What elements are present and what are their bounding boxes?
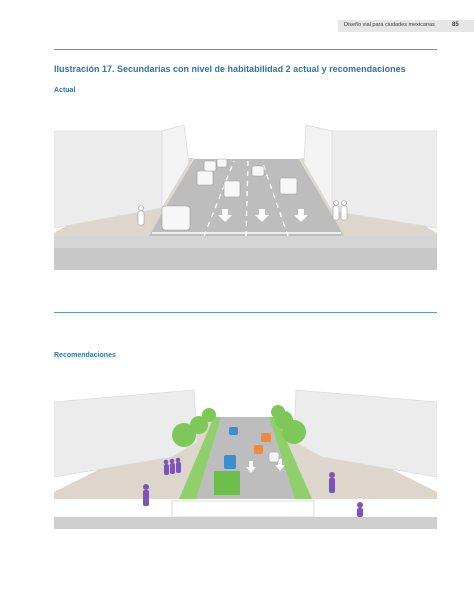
median-planter xyxy=(214,471,240,495)
page-number: 85 xyxy=(452,21,459,28)
top-rule xyxy=(54,49,437,50)
street-recommended-svg xyxy=(54,387,437,529)
section-label-recomendaciones: Recomendaciones xyxy=(54,352,116,359)
street-current-svg xyxy=(54,123,437,270)
section-label-actual: Actual xyxy=(54,87,76,94)
right-building xyxy=(332,131,437,228)
running-header-title: Diseño vial para ciudades mexicanas xyxy=(344,22,435,28)
illustration-title: Ilustración 17. Secundarias con nivel de habitabilidad 2 actual y recomendaciones xyxy=(54,64,406,74)
mid-rule xyxy=(54,312,437,313)
illustration-actual xyxy=(54,123,437,270)
illustration-recommended xyxy=(54,387,437,529)
